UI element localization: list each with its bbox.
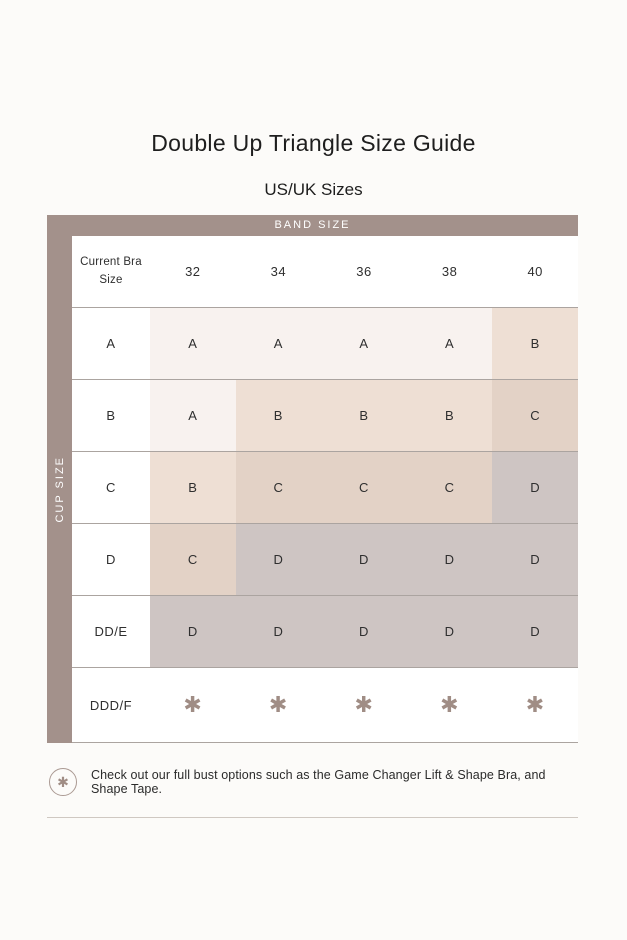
size-cell: A [321, 308, 407, 380]
band-size-col-header: 40 [492, 236, 578, 308]
size-grid [72, 236, 578, 743]
size-cell: C [321, 452, 407, 524]
band-size-col-header: 32 [150, 236, 236, 308]
size-cell: C [492, 380, 578, 452]
cup-size-row-label: DDD/F [72, 668, 150, 743]
size-cell: D [321, 524, 407, 596]
footnote-text: Check out our full bust options such as the Game Changer Lift & Shape Bra, and Shape Tape. [91, 768, 546, 796]
asterisk-circle [49, 768, 77, 796]
band-size-col-header: 36 [321, 236, 407, 308]
size-cell: C [407, 452, 493, 524]
size-cell-asterisk: ✱ [492, 668, 578, 743]
page-title: Double Up Triangle Size Guide [151, 130, 476, 157]
table-body [47, 236, 578, 743]
divider-rule [47, 817, 578, 818]
band-size-col-header: 38 [407, 236, 493, 308]
size-cell: A [407, 308, 493, 380]
cup-size-row-label: D [72, 524, 150, 596]
size-cell: A [150, 308, 236, 380]
size-cell: D [492, 596, 578, 668]
cup-size-axis-header [47, 236, 72, 743]
corner-header-label: Current Bra Size [80, 255, 142, 286]
size-cell: D [492, 452, 578, 524]
size-cell-asterisk: ✱ [321, 668, 407, 743]
band-size-axis-header: BAND SIZE [47, 215, 578, 236]
size-cell: C [150, 524, 236, 596]
size-cell: B [150, 452, 236, 524]
cup-size-row-label: C [72, 452, 150, 524]
corner-header-cell [72, 236, 150, 308]
page-subtitle: US/UK Sizes [264, 180, 363, 200]
size-guide-table [47, 215, 578, 743]
size-cell: D [407, 596, 493, 668]
size-cell: B [492, 308, 578, 380]
size-cell: D [407, 524, 493, 596]
size-cell-asterisk: ✱ [150, 668, 236, 743]
cup-size-row-label: B [72, 380, 150, 452]
size-cell-asterisk: ✱ [407, 668, 493, 743]
band-size-col-header: 34 [236, 236, 322, 308]
cup-size-axis-label: CUP SIZE [53, 456, 66, 523]
cup-size-row-label: DD/E [72, 596, 150, 668]
size-cell: C [236, 452, 322, 524]
size-cell: B [407, 380, 493, 452]
size-cell: B [236, 380, 322, 452]
size-cell: A [236, 308, 322, 380]
size-cell: B [321, 380, 407, 452]
size-cell-asterisk: ✱ [236, 668, 322, 743]
size-cell: A [150, 380, 236, 452]
cup-size-row-label: A [72, 308, 150, 380]
size-cell: D [492, 524, 578, 596]
size-cell: D [321, 596, 407, 668]
footnote [47, 768, 578, 796]
size-cell: D [236, 524, 322, 596]
size-cell: D [150, 596, 236, 668]
size-cell: D [236, 596, 322, 668]
asterisk-icon: ✱ [57, 773, 69, 790]
